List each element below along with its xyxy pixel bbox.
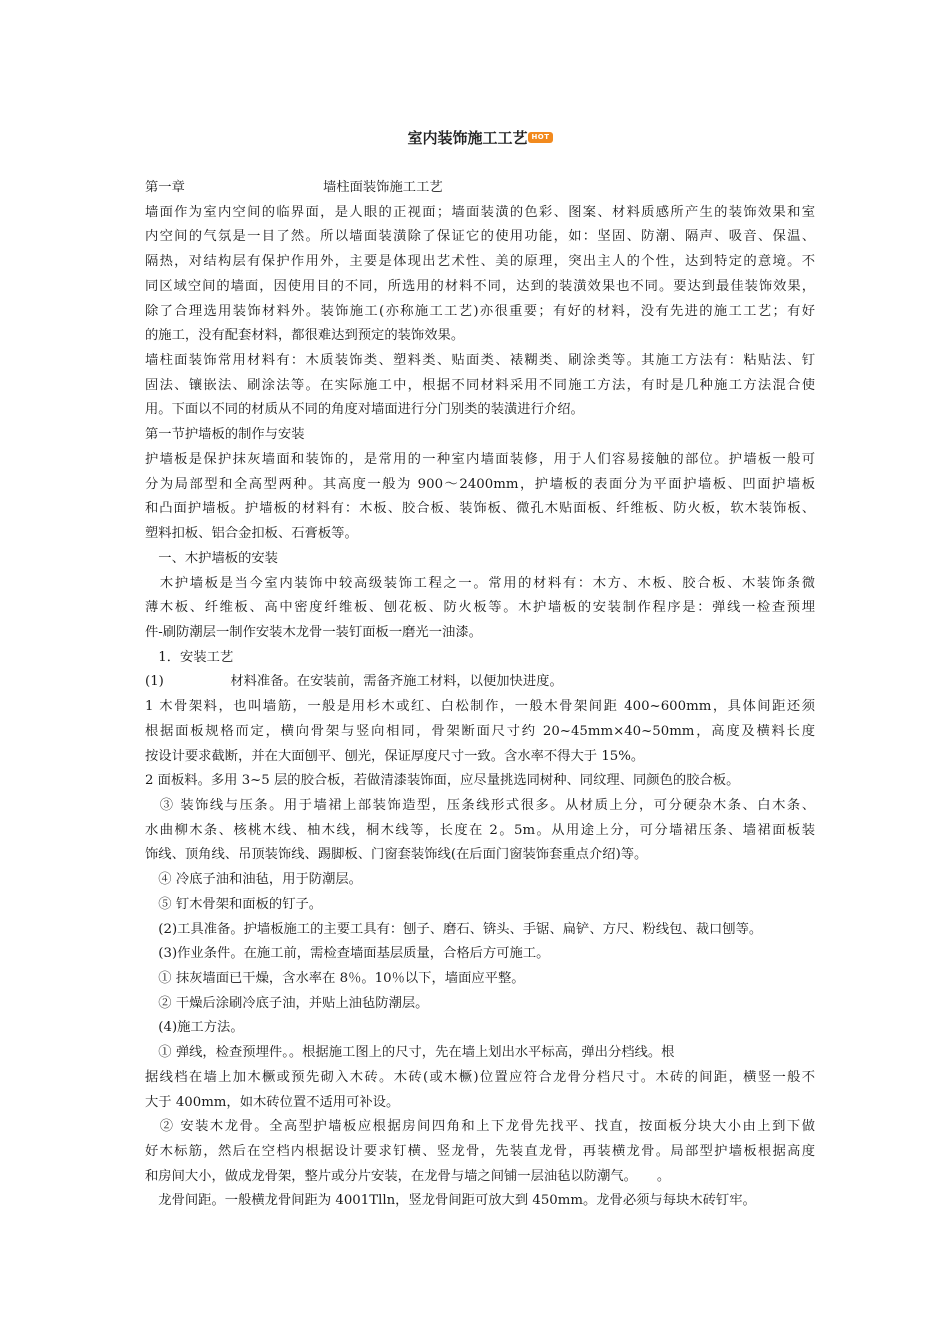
text-line: 好木标筋，然后在空档内根据设计要求钉横、竖龙骨，先装直龙骨，再装横龙骨。局部型护墙板根据高度: [145, 1144, 815, 1160]
text-line: ① 弹线，检查预埋件。。根据施工图上的尺寸，先在墙上划出水平标高，弹出分档线。根: [145, 1045, 675, 1061]
text-line: 第一节护墙板的制作与安装: [145, 427, 305, 443]
text-line: 除了合理选用装饰材料外。装饰施工(亦称施工工艺)亦很重要；有好的材料，没有先进的施工工艺；有好: [145, 303, 815, 319]
text-line: (3)作业条件。在施工前，需检查墙面基层质量，合格后方可施工。: [145, 946, 550, 962]
text-line: 件-刷防潮层一制作安装木龙骨一装钉面板一磨光一油漆。: [145, 624, 482, 640]
text-line: 饰线、顶角线、吊顶装饰线、踢脚板、门窗套装饰线(在后面门窗装饰套重点介绍)等。: [145, 847, 648, 863]
text-line: 塑料扣板、铝合金扣板、石膏板等。: [145, 526, 358, 542]
text-line: 水曲柳木条、核桃木线、柚木线，桐木线等，长度在 2。5m。从用途上分，可分墙裙压条、墙裙面板装: [145, 822, 815, 838]
text-line: 墙面作为室内空间的临界面，是人眼的正视面；墙面装潢的色彩、图案、材料质感所产生的装饰效果和室: [145, 204, 815, 220]
text-line: ③ 装饰线与压条。用于墙裙上部装饰造型，压条线形式很多。从材质上分，可分硬杂木条、白木条、: [145, 797, 815, 813]
hot-badge: HOT: [528, 132, 552, 143]
text-line: ④ 冷底子油和油毡，用于防潮层。: [145, 872, 362, 888]
text-line: 和房间大小，做成龙骨架，整片或分片安装，在龙骨与墙之间铺一层油毡以防潮气。 。: [145, 1168, 671, 1184]
text-line: 龙骨间距。一般横龙骨间距为 4001Tlln，竖龙骨间距可放大到 450mm。龙骨必须与每块木砖钉牢。: [145, 1193, 756, 1209]
text-line: 薄木板、纤维板、高中密度纤维板、刨花板、防火板等。木护墙板的安装制作程序是：弹线一检查预埋: [145, 600, 815, 616]
title-row: [145, 127, 815, 148]
text-line: 墙柱面装饰常用材料有：木质装饰类、塑料类、贴面类、裱糊类、刷涂类等。其施工方法有：粘贴法、钉: [145, 353, 815, 369]
text-line: 按设计要求截断，并在大面刨平、刨光，保证厚度尺寸一致。含水率不得大于 15%。: [145, 748, 645, 764]
text-line: 内空间的气氛是一目了然。所以墙面装潢除了保证它的使用功能，如：坚固、防潮、隔声、吸音、保温、: [145, 229, 815, 245]
body-text: [145, 176, 815, 1214]
text-line: 同区域空间的墙面，因使用目的不同，所选用的材料不同，达到的装潢效果也不同。要达到最佳装饰效果，: [145, 278, 815, 294]
text-line: (1) 材料准备。在安装前，需备齐施工材料，以便加快进度。: [145, 674, 563, 690]
document-title: 室内装饰施工工艺: [407, 129, 528, 147]
text-line: 分为局部型和全高型两种。其高度一般为 900～2400mm，护墙板的表面分为平面护墙板、凹面护墙板: [145, 476, 815, 492]
text-line: ① 抹灰墙面已干燥，含水率在 8％。10％以下，墙面应平整。: [145, 971, 525, 986]
text-line: ② 安装木龙骨。全高型护墙板应根据房间四角和上下龙骨先找平、找直，按面板分块大小由上到下做: [145, 1119, 815, 1135]
chapter-title: 墙柱面装饰施工工艺: [323, 180, 443, 195]
text-line: 固法、镶嵌法、刷涂法等。在实际施工中，根据不同材料采用不同施工方法，有时是几种施工方法混合使: [145, 377, 815, 393]
text-line: 木护墙板是当今室内装饰中较高级装饰工程之一。常用的材料有：木方、木板、胶合板、木装饰条微: [145, 575, 815, 591]
text-line: ⑤ 钉木骨架和面板的钉子。: [145, 896, 323, 912]
text-line: ② 干燥后涂刷冷底子油，并贴上油毡防潮层。: [145, 995, 429, 1011]
text-line: (2)工具准备。护墙板施工的主要工具有：刨子、磨石、锛头、手锯、扁铲、方尺、粉线包、裁口刨等。: [145, 921, 763, 937]
text-line: 大于 400mm，如木砖位置不适用可补设。: [145, 1094, 400, 1110]
text-line: 1 木骨架料，也叫墙筋，一般是用杉木或红、白松制作，一般木骨架间距 400~600mm，具体间距还须: [145, 699, 815, 715]
text-line: 据线档在墙上加木橛或预先砌入木砖。木砖(或木橛)位置应符合龙骨分档尺寸。木砖的间距，横竖一般不: [145, 1069, 815, 1085]
text-line: 一、木护墙板的安装: [145, 550, 278, 566]
chapter-heading: [145, 176, 815, 201]
paragraph-lines: [145, 201, 815, 1214]
text-line: 用。下面以不同的材质从不同的角度对墙面进行分门别类的装潢进行介绍。: [145, 402, 584, 418]
text-line: 护墙板是保护抹灰墙面和装饰的，是常用的一种室内墙面装修，用于人们容易接触的部位。护墙板一般可: [145, 451, 815, 467]
chapter-label: 第一章: [145, 180, 185, 195]
text-line: 和凸面护墙板。护墙板的材料有：木板、胶合板、装饰板、微孔木贴面板、纤维板、防火板，软木装饰板、: [145, 501, 815, 517]
text-line: 根据面板规格而定，横向骨架与竖向相同，骨架断面尺寸约 20~45mm×40~50mm，高度及横料长度: [145, 723, 815, 739]
text-line: 1．安装工艺: [145, 649, 234, 665]
text-line: (4)施工方法。: [145, 1020, 244, 1036]
text-line: 2 面板料。多用 3~5 层的胶合板，若做清漆装饰面，应尽量挑选同树种、同纹理、同颜色的胶合板。: [145, 773, 740, 789]
text-line: 的施工，没有配套材料，都很难达到预定的装饰效果。: [145, 328, 465, 344]
text-line: 隔热，对结构层有保护作用外，主要是体现出艺术性、美的原理，突出主人的个性，达到特定的意境。不: [145, 254, 815, 270]
